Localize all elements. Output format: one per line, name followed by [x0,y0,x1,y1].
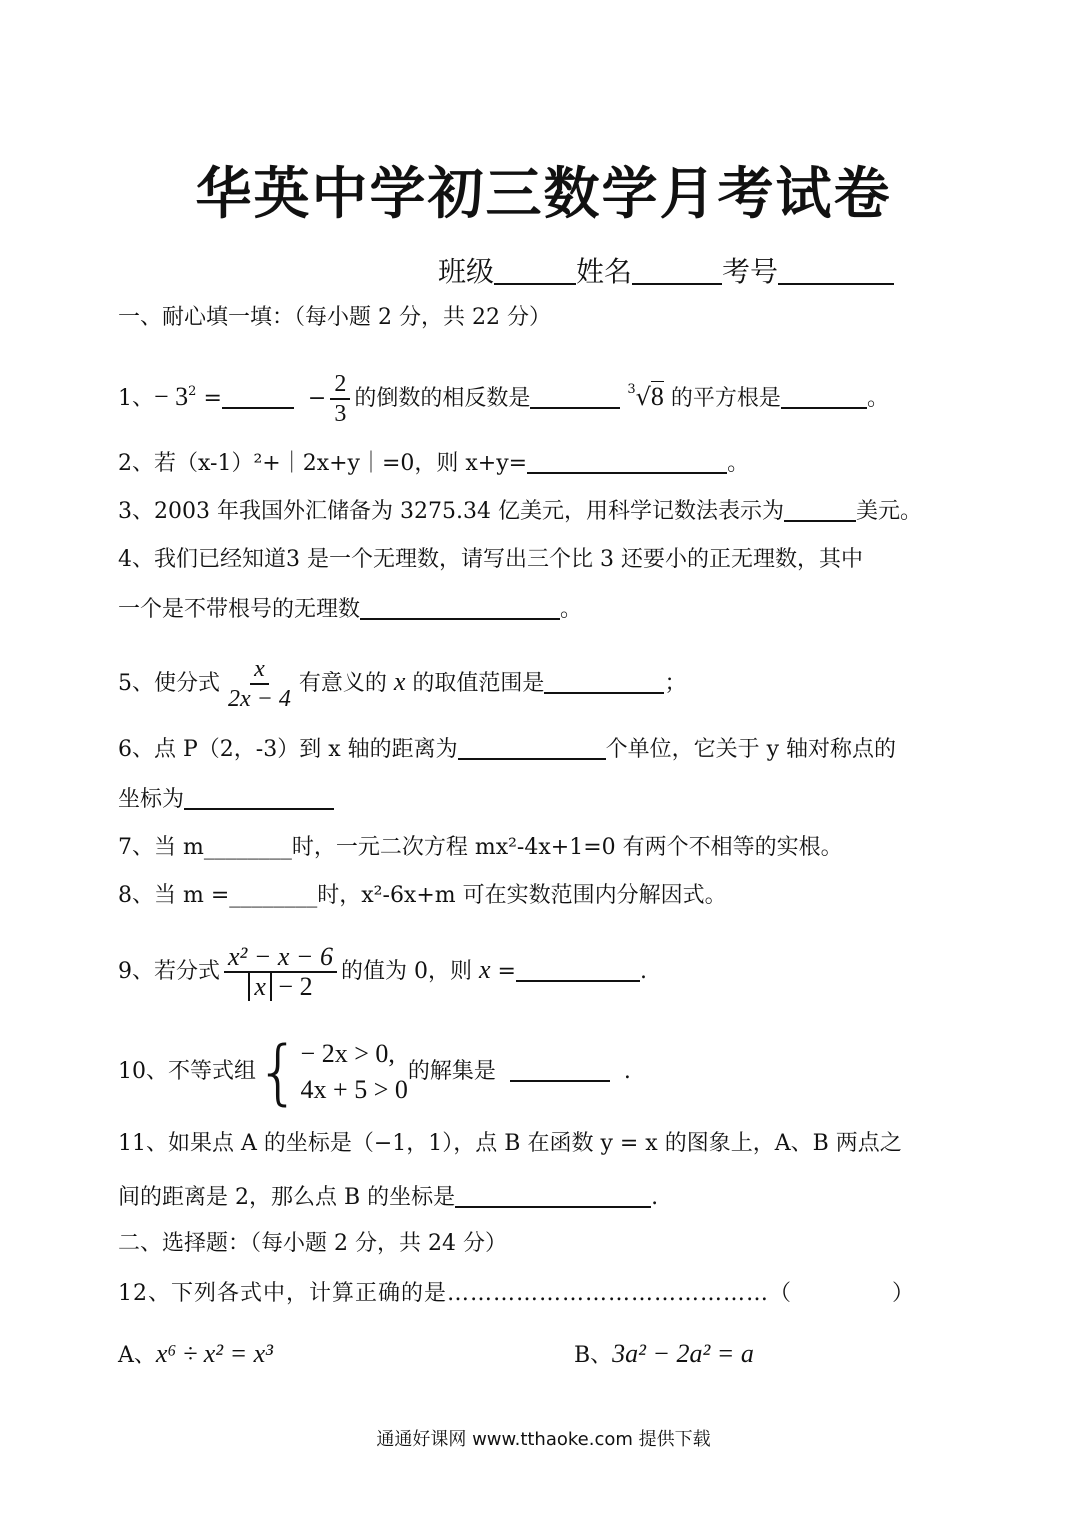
q10-text: 的解集是 [407,1059,496,1084]
q10-ineq-2: 4x + 5 > 0 [300,1075,408,1104]
question-11-line-2 [118,1182,658,1214]
name-label: 姓名 [576,255,633,288]
q5-end: ； [664,671,687,696]
question-6-line-2 [118,784,334,816]
q9-equals: = [490,959,516,984]
q6-text-2: 个单位，它关于 y 轴对称点的 [605,737,897,762]
q5-text: 的取值范围是 [412,671,545,696]
option-a-label: A、 [118,1343,156,1368]
q10-ineq-1: − 2x > 0, [300,1039,395,1068]
q4-text: 一个是不带根号的无理数 [118,597,361,622]
question-7: 7、当 m________时，一元二次方程 mx²-4x+1=0 有两个不相等的实根。 [118,835,843,860]
q10-end: . [623,1059,631,1084]
question-6-line-1 [118,734,896,766]
q1-minus: − [307,386,327,411]
q12-end: ） [892,1281,915,1306]
q11-text: 间的距离是 2，那么点 B 的坐标是 [118,1185,456,1210]
question-5 [118,652,686,714]
q9-end: . [639,959,647,984]
question-4-line-1: 4、我们已经知道3 是一个无理数，请写出三个比 3 还要小的正无理数，其中 [118,547,863,572]
radical-icon: √ [635,383,651,411]
q2-blank[interactable] [527,450,727,474]
question-2 [118,448,749,480]
q9-var: x [478,955,491,984]
q9-frac-num: x² − x − 6 [224,943,337,973]
question-11-line-1: 11、如果点 A 的坐标是（−1，1），点 B 在函数 y = x 的图象上，A、B 两点之 [118,1131,902,1156]
question-10 [118,1031,631,1113]
q6-blank-2[interactable] [184,786,334,810]
q1-blank-1[interactable] [222,385,294,409]
q4-blank[interactable] [360,596,560,620]
q5-frac-den: 2x − 4 [228,686,291,712]
q10-system [301,1036,408,1108]
q11-end: . [651,1185,659,1210]
q9-frac-den: − 2 [271,972,313,1001]
q1-text-1: 的倒数的相反数是 [354,386,531,411]
q12-text: 12、下列各式中，计算正确的是……………………………………（ [118,1281,792,1306]
q4-end: 。 [560,597,583,622]
option-a[interactable] [118,1338,273,1369]
q9-abs-var: x [248,973,272,1001]
brace-icon: { [256,1031,301,1113]
q1-number: 1、 [118,386,154,411]
question-3 [118,496,922,528]
section2-heading: 二、选择题：（每小题 2 分，共 24 分） [118,1231,507,1256]
q1-blank-3[interactable] [781,385,867,409]
q1-end: 。 [866,386,889,411]
q5-prefix: 5、使分式 [118,671,220,696]
q1-root-index: 3 [627,382,636,397]
number-label: 考号 [722,255,779,288]
name-blank[interactable] [632,261,722,285]
q3-blank[interactable] [784,498,856,522]
q6-blank-1[interactable] [458,736,606,760]
q1-frac-den: 3 [334,401,347,427]
q1-expr: − 3 [154,382,189,411]
option-a-expr: x⁶ ÷ x² = x³ [155,1339,273,1368]
q1-equals: = [196,386,222,411]
section1-heading: 一、耐心填一填：（每小题 2 分，共 22 分） [118,305,551,330]
q5-frac-num: x [250,655,269,685]
question-12 [118,1278,914,1310]
number-blank[interactable] [778,261,894,285]
student-info [438,256,894,288]
q9-fraction [224,943,337,1001]
q2-end: 。 [727,451,750,476]
question-4-line-2 [118,594,582,626]
page-title: 华英中学初三数学月考试卷 [195,162,892,227]
q1-exponent: 2 [188,384,197,399]
q9-prefix: 9、若分式 [118,959,220,984]
q6-text-1: 6、点 P（2，-3）到 x 轴的距离为 [118,737,458,762]
q11-blank[interactable] [455,1184,651,1208]
q10-prefix: 10、不等式组 [118,1059,256,1084]
q1-root-value: 8 [650,382,664,411]
option-b-label: B、 [574,1343,613,1368]
q1-frac-num: 2 [330,370,350,400]
question-9 [118,940,647,1002]
option-b-expr: 3a² − 2a² = a [612,1339,754,1368]
q1-blank-2[interactable] [530,385,620,409]
class-label: 班级 [438,255,495,288]
q9-blank[interactable] [516,958,640,982]
option-b[interactable] [574,1338,754,1369]
question-8: 8、当 m =________时，x²-6x+m 可在实数范围内分解因式。 [118,883,727,908]
q5-blank[interactable] [544,670,664,694]
footer-credit: 通通好课网 www.tthaoke.com 提供下载 [376,1429,711,1450]
q1-text-2: 的平方根是 [670,386,781,411]
q3-end: 美元。 [855,499,922,524]
question-1 [118,360,889,429]
class-blank[interactable] [494,261,576,285]
q6-text-3: 坐标为 [118,787,185,812]
q3-text: 3、2003 年我国外汇储备为 3275.34 亿美元，用科学记数法表示为 [118,499,784,524]
q1-fraction [330,370,350,428]
q2-text: 2、若（x-1）²+｜2x+y｜=0，则 x+y= [118,451,528,476]
q9-text: 的值为 0，则 [340,959,472,984]
q10-blank[interactable] [510,1058,610,1082]
q5-fraction [224,655,295,713]
q5-mid: 有意义的 [298,671,387,696]
q5-var: x [393,667,406,696]
